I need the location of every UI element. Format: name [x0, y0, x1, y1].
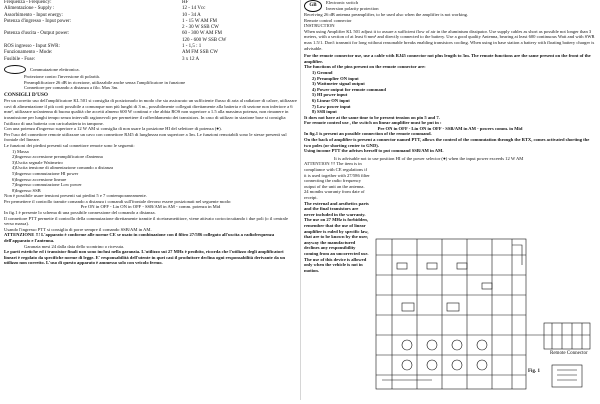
garanzia-text: Garanzia mesi 24 dalla data dello scontrino o ricevuta.	[24, 243, 125, 249]
spec-table	[4, 0, 297, 63]
spec-row: Assorbimento - Input energy: 10 - 34 A	[4, 12, 201, 18]
attention-text: ATTENTION !!! The item is in compliance with CE regulations if it is used together with 27/586 filter connecting the radio frequency output of the unit an the antenna.	[304, 161, 370, 189]
spec-row: Fusibile - Fuse: 3 x 12 A	[4, 56, 200, 62]
fig-text: In fig.1 è presente lo schema di una possibile connessione del comando a distanza.	[4, 210, 156, 216]
schematic-figure	[372, 235, 598, 399]
spec-row: Alimentazione - Supply : 12 - 14 Vcc	[4, 6, 206, 12]
functions-list: 1) Massa 2)Ingresso accensione preamplificatore d'antenna 3)Uscita segnale Wattmetro 4)Uscita tensione di alimentazione comando a distanza 5)Ingresso commutazione HI power 6)Ingresso accensione lineare 7)Ingresso commutazione Low power 8)Ingresso SSB	[12, 148, 114, 193]
spec-row: Potenza d'uscita - Output power: 60 - 300 W AM FM	[4, 31, 222, 37]
disclaimer-text: The external and aesthetics parts and the final transistors are never included in the warranty. The use on 27 MHz is forbidden, remember that the use of linear amplifier is ruled by specific law, that are to be known by the user, anyway the manufactured declines any responsibility coming from an uncorrected use. The use of this device is allowed only when the vehicle is not in motion.	[304, 200, 369, 273]
fig-text: In fig.1 is present an possible connection of the remote command.	[304, 131, 432, 137]
note2-text: Per permettere il controllo tramite comando a distanza i comandi sull'frontale devono essere posizionati nel seguente modo:	[4, 198, 232, 204]
disclaimer-text: Le parti estetiche ed i transistor finali non sono inclusi nella garanzia. L'utilizzo sui 27 MHz è proibito, ricorda che l'utilizzo degli amplificatori lineari è regolato da specifiche norme di legge. E' responsabilità dell'utente in quei casi il produttore declina ogni responsabilità derivante da un utilizzo non corretto. L'uso di questo apparato è ammesso solo con veicolo fermo.	[4, 249, 286, 266]
warranty-block	[304, 161, 370, 273]
right-column: GB Electronic switch Inversion polarity protection Receiving 26 dB antenna preamplifier, to be used also when the amplifier is not working. Remote control connector INSTRUCTION When using Amplifier KL 501 adjust it to assure a sufficient flow of air in the aluminium dissipator. Use supply cables as short as possible not longer than 3 meters, with a section of at least 6 mm² and directly connected to the battery. Use a good quality Antenna, bearing at least 600 continuous Watt and with SWR max 1.5/1. Don't transmit for long without reasonable breaks enabling transistors cooling. When using in base station a battery with floating battery charger is advisable. For the remote connector use, use a cable with RJ45 connector not plus length to 3m. The remote functions are the same present on the front of the amplifier. The functions of the pins present on the remote connector are: 1) Ground 2) Preamplier ON input 3) Wattmeter signal output 4) Power output for remote command 5) HI power input 6) Linear ON input 7) Low power input 8) SSB input It does not have at the same time to be present tension on pin 5 and 7. For remote control use , the switch on linear amplifier must be put in : Pre ON in OFF - Lin ON in OFF - SSB/AM in AM - powers comm. in Mid In fig.1 is present an possible connection of the remote command. On the back of amplifier is present a connector named PTT, allows the control of the commutation through the RTX, comes activated shorting the two poles (or shorting center to GND). Using income PTT the advises herself to put command SSB/AM in AM. It is advisable not to use position HI of the power selector (●) when the input power exceeds 12 W AM ATTENTION !!! The item is in compliance with CE regulations if it is used together with 27/586 filter connecting the radio frequency output of the unit an the antenna. 24 months warranty from date of receipt. The external and aesthetics parts and the final transistors are never included in the warranty. The use on 27 MHz is forbidden, remember that the use of linear amplifier is ruled by specific law, that are to be known by the user, anyway the manufactured declines any responsibility coming from an uncorrected use. The use of this device is allowed only when the vehicle is not in motion.	[304, 0, 595, 273]
commutation-list: Protezione contro l'inversione di polarità. Preamplificatore 26 dB in ricezione, utilizzabile anche senza l'amplificatore in funzione Connettore per comando a distanza a filo. Max 3m.	[24, 73, 186, 91]
using-text: Using income PTT the advises herself to put command SSB/AM in AM.	[304, 148, 444, 154]
power-text: Con una potenza d'ingresso superiore a 12 W AM si consiglia di non usare la posizione HI del selettore di potenza (●).	[4, 126, 222, 132]
consigli-text: Per un corretto uso dell'amplificatore KL 501 si consiglia di posizionarlo in modo che sia assicurato un sufficiente flusso di aria al radiatore di calore, utilizzare cavi di alimentazione il più corti possibile a comunque non più lunghi di 3 m., possibilmente collegati direttamente alla batteria e di sezione non inferiore a 6 mm², utilizzare un'antenna di buona qualità che accetti almeno 600 W continui e che abbia ROS non superiore a 1.5 alla massima potenza, non rimanere in trasmissione per lunghi tempo senza intervalli ragionevoli per permettere il raffreddamento dei transistors. In caso di utilizzo in stazione base si consiglia l'utilizzo di una batteria con caricabatteria in tampone.	[4, 98, 297, 126]
cable-text: Per l'uso del connettore remote utilizzare un cavo con connettore RJ45 di lunghezza non superiore a 3m. Le funzioni remotabili sono le stesse presenti sul frontale del Iineare.	[4, 131, 287, 143]
instruction-title: INSTRUCTION	[304, 23, 335, 29]
figure-caption: Fig. 1	[528, 369, 540, 374]
left-column	[4, 0, 297, 266]
pins-title: The functions of the pins present on the remote connector are:	[304, 64, 426, 70]
spec-row: ROS ingresso - Input SWR: 1 - 1,5 : 1	[4, 44, 202, 50]
schematic-border	[376, 239, 526, 389]
spec-row: 2 - 30 W SSB CW	[182, 25, 219, 31]
consigli-title: CONSIGLI D'USO	[4, 91, 49, 98]
remote-title: For the remote connector use, use a cable with RJ45 connector not plus length to 3m. The remote functions are the same present on the front of the amplifier.	[304, 53, 591, 64]
intro-block: GB Electronic switch Inversion polarity protection	[304, 0, 596, 12]
circuit-schematic	[372, 235, 598, 399]
pin-note: It does not have at the same time to be present tension on pin 5 and 7.	[304, 114, 440, 120]
ptt-text: On the back of amplifier is present a connector named PTT, allows the control of the commutation through the RTX, comes activated shorting the two poles (or shorting center to GND).	[304, 137, 590, 148]
commutation-heading: Commutazione elettronica.	[4, 65, 297, 74]
pins-list: 1) Ground 2) Preamplier ON input 3) Wattmeter signal output 4) Power output for remote command 5) HI power input 6) Linear ON input 7) Low power input 8) SSB input	[312, 69, 386, 115]
note-text: Non è possibile usare tensioni presenti sui piedini 5 e 7 contemporaneamente.	[4, 193, 147, 199]
connector-label: Remote Connector	[550, 351, 588, 356]
spec-row: 120 - 600 W SSB CW	[182, 37, 227, 43]
advisable-text: It is advisable not to use position HI of the power selector (●) when the input power exceeds 12 W AM	[334, 155, 524, 161]
functions-title: Le funzioni dei piedini presenti sul connettore remote sono le seguenti:	[4, 142, 135, 148]
instruction-text: When using Amplifier KL 501 adjust it to assure a sufficient flow of air in the aluminium dissipator. Use supply cables as short as possible not longer than 3 meters, with a section of at least 6 mm² and directly connected to the battery. Use a good quality Antenna, bearing at least 600 continuous Watt and with SWR max 1.5/1. Don't transmit for long without reasonable breaks enabling transistors cooling. When using in base station a battery with floating battery charger is advisable.	[304, 28, 595, 51]
attenzione-text: ATTENZIONE !!! L'apparato è conforme alle norme CE se usato in combinazione con il filtro 27/586 collegato all'uscita a radiofrequenza dell'apparato e l'antenna.	[4, 232, 275, 244]
spec-row: Frequenza - Frequency: HF	[4, 0, 189, 5]
ptt-text: Il connettore PTT permette il controllo della commutazione direttamente tramite il ricetrasmettitore, viene attivato cortocircuitando i due poli (o il centrale verso massa).	[4, 215, 288, 227]
spec-row: Funzionamento - Mode: AM FM SSB CW	[4, 50, 218, 56]
mode-line: Pre ON in OFF - Lin ON in OFF - SSB/AM in AM - comm. potenza in Mid	[80, 204, 221, 210]
front-text: For remote control use , the switch on linear amplifier must be put in :	[304, 120, 442, 126]
column-divider	[300, 0, 301, 400]
remote-connector-box	[544, 323, 590, 349]
italy-badge-icon	[4, 65, 26, 74]
warranty-text: 24 months warranty from date of receipt.	[304, 189, 365, 200]
spec-row: Potenza d'ingresso - Input power: 1 - 15 W AM FM	[4, 18, 217, 24]
usando-text: Usando l'ingresso PTT si consiglia di porre sempre il comando SSB/AM in AM.	[4, 226, 152, 232]
mode-line: Pre ON in OFF - Lin ON in OFF - SSB/AM in AM - powers comm. in Mid	[377, 125, 523, 131]
gb-badge-icon: GB	[304, 0, 322, 12]
